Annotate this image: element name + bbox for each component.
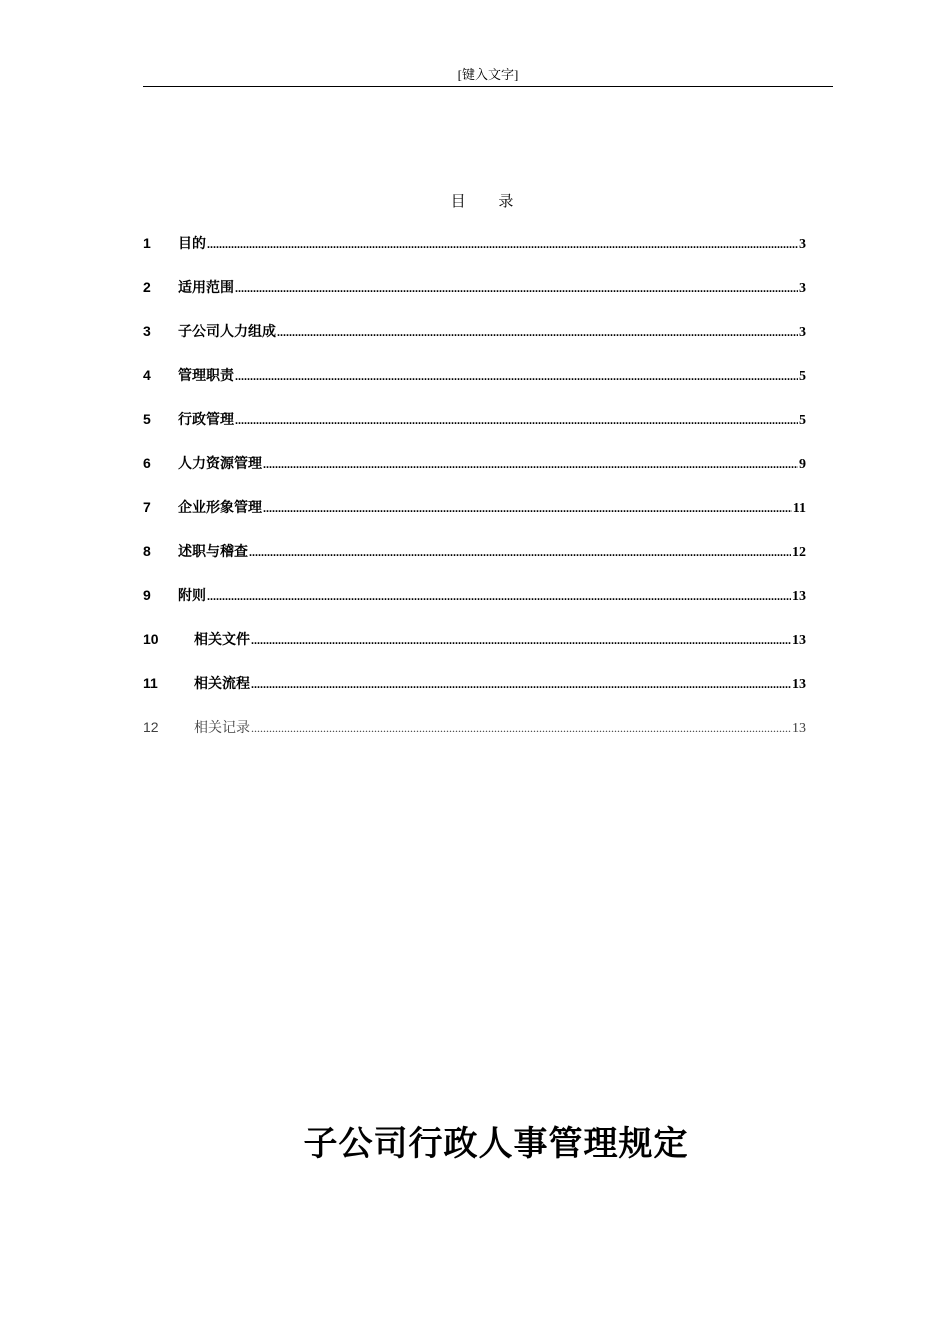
toc-entry[interactable] [143, 628, 806, 672]
toc-entry[interactable] [143, 276, 806, 320]
toc-entry-page: 5 [799, 413, 806, 428]
toc-leader-dots [263, 453, 798, 475]
toc-entry-number: 5 [143, 411, 151, 427]
toc-entry-label: 目的 [178, 236, 206, 252]
toc-entry-number: 9 [143, 587, 151, 603]
toc-entry-page: 3 [799, 325, 806, 340]
toc-entry-number: 10 [143, 631, 159, 647]
toc-leader-dots [207, 233, 798, 255]
toc-entry[interactable] [143, 584, 806, 628]
toc-leader-dots [235, 277, 798, 299]
toc-entry-page: 13 [792, 589, 806, 604]
toc-entry[interactable] [143, 408, 806, 452]
toc-entry-page: 12 [792, 545, 806, 560]
toc-leader-dots [251, 673, 791, 695]
toc-entry[interactable] [143, 496, 806, 540]
toc-entry-page: 13 [792, 677, 806, 692]
toc-entry[interactable] [143, 540, 806, 584]
toc-entry-label: 附则 [178, 588, 206, 604]
toc-entry-page: 5 [799, 369, 806, 384]
toc-entry-label: 相关流程 [194, 676, 250, 692]
toc-leader-dots [251, 717, 791, 739]
toc-entry-page: 11 [792, 501, 806, 516]
table-of-contents [143, 232, 806, 760]
toc-entry-page: 13 [792, 633, 806, 648]
header-text: [键入文字] [457, 67, 519, 82]
toc-entry-label: 企业形象管理 [178, 500, 262, 516]
toc-leader-dots [207, 585, 791, 607]
toc-entry-number: 3 [143, 323, 151, 339]
toc-entry-label: 述职与稽查 [178, 544, 248, 560]
toc-leader-dots [251, 629, 791, 651]
toc-entry[interactable] [143, 364, 806, 408]
toc-entry-label: 管理职责 [178, 368, 234, 384]
toc-leader-dots [263, 497, 792, 519]
toc-entry[interactable] [143, 320, 806, 364]
document-title: 子公司行政人事管理规定 [303, 1124, 689, 1164]
toc-leader-dots [235, 409, 798, 431]
toc-entry-number: 7 [143, 499, 151, 515]
toc-entry-number: 4 [143, 367, 151, 383]
toc-leader-dots [277, 321, 798, 343]
toc-entry-number: 1 [143, 235, 151, 251]
toc-entry-number: 6 [143, 455, 151, 471]
toc-entry-label: 相关文件 [194, 632, 250, 648]
toc-entry-page: 9 [799, 457, 806, 472]
toc-entry-page: 3 [799, 281, 806, 296]
toc-entry[interactable] [143, 232, 806, 276]
toc-entry-number: 8 [143, 543, 151, 559]
toc-entry-page: 3 [799, 237, 806, 252]
toc-entry-label: 适用范围 [178, 280, 234, 296]
toc-leader-dots [235, 365, 798, 387]
toc-entry[interactable] [143, 716, 806, 760]
toc-entry[interactable] [143, 672, 806, 716]
page-header [143, 66, 833, 87]
toc-title: 目 录 [450, 192, 528, 210]
toc-entry-label: 人力资源管理 [178, 456, 262, 472]
toc-entry-number: 2 [143, 279, 151, 295]
toc-entry-label: 行政管理 [178, 412, 234, 428]
toc-entry-label: 子公司人力组成 [178, 324, 276, 340]
toc-leader-dots [249, 541, 791, 563]
toc-entry[interactable] [143, 452, 806, 496]
toc-entry-page: 13 [792, 721, 806, 736]
toc-entry-number: 11 [143, 675, 158, 691]
toc-entry-label: 相关记录 [194, 720, 250, 736]
toc-entry-number: 12 [143, 719, 159, 735]
